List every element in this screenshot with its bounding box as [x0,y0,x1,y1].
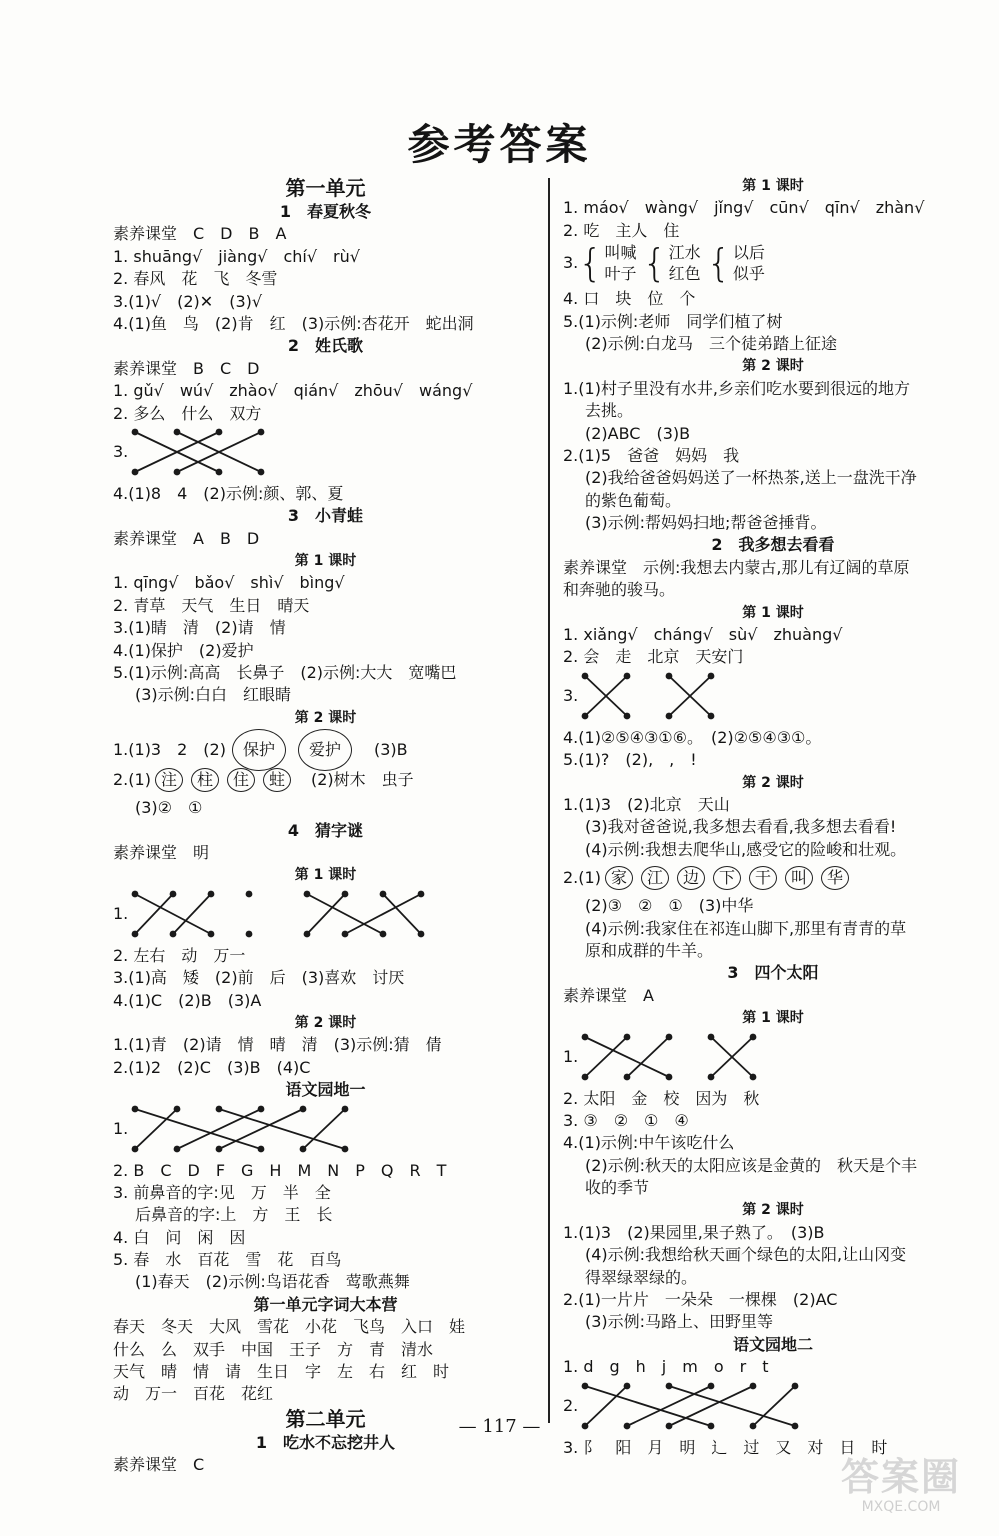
lesson-heading: 第 1 课时 [742,604,804,621]
answer-line: (2)示例:秋天的太阳应该是金黄的 秋天是个丰 [585,1155,918,1175]
match-dot [174,1145,181,1152]
diagram-canvas [113,425,538,479]
right-column [563,175,983,1459]
match-dot [342,930,349,937]
answer-line: 动 万一 百花 花红 [113,1384,274,1404]
answer-line: 1.(1)3 (2)果园里,果子熟了。 (3)B [563,1222,825,1242]
diagram-label: 1. [113,903,129,923]
section-heading: 1 吃水不忘挖井人 [255,1432,396,1452]
match-dot [170,930,177,937]
match-dot [582,1073,589,1080]
page-number: — 117 — [458,1416,541,1437]
match-dot [708,1033,715,1040]
brace-word: 叶子 [604,264,637,284]
answer-line: 4.(1)鱼 鸟 (2)肯 红 (3)示例:杏花开 蛇出洞 [113,313,474,333]
diagram-label: 2. [563,1395,579,1415]
answer-line: 素养课堂 示例:我想去内蒙古,那儿有辽阔的草原 [563,557,910,577]
answer-line: 4.(1)保护 (2)爱护 [113,640,254,660]
section-heading: 3 四个太阳 [727,963,819,983]
match-dot [418,930,425,937]
answer-line: 1.(1)村子里没有水井,乡亲们吃水要到很远的地方 [563,378,911,398]
circled-char: 柱 [191,768,219,792]
match-dot [132,429,139,436]
match-dot [666,1382,673,1389]
answer-line: 得翠绿翠绿的。 [585,1267,698,1287]
match-dot [624,1033,631,1040]
matching-diagram [113,887,538,945]
match-dot [624,712,631,719]
answer-line: 3.(1)睛 清 (2)请 情 [113,618,286,638]
brace-stack [604,242,636,284]
unit-heading: 第一单元 [285,176,366,200]
match-dot [750,1382,757,1389]
match-dot [666,1033,673,1040]
diagram-canvas [563,669,983,723]
diagram-label: 3. [563,685,579,705]
match-dot [132,890,139,897]
match-line [627,1037,669,1077]
answer-line: 1. máo√ wàng√ jǐng√ cūn√ qīn√ zhàn√ [563,198,925,218]
answer-line: 3.(1)√ (2)✕ (3)√ [113,291,263,311]
section-heading: 第一单元字词大本营 [253,1294,398,1314]
circled-char: 蛀 [263,768,291,792]
oval-word: 保护 [232,729,286,771]
match-dot [208,930,215,937]
lesson-heading: 第 2 课时 [294,1014,357,1031]
match-dot [132,930,139,937]
lesson-heading: 第 2 课时 [294,709,357,726]
section-heading: 2 我多想去看看 [711,535,835,555]
match-dot [342,1105,349,1112]
match-dot [750,1033,757,1040]
answer-line: 5.(1)示例:老师 同学们植了树 [563,311,783,331]
matching-diagram [563,1030,983,1088]
match-dot [750,1073,757,1080]
lesson-heading: 第 2 课时 [742,1202,804,1219]
match-dot [304,890,311,897]
lesson-heading: 第 1 课时 [294,867,357,884]
answer-line: 的紫色葡萄。 [585,490,682,510]
ovals-line [113,729,538,763]
matching-diagram [113,1102,538,1160]
match-dot [708,672,715,679]
match-line [345,894,421,934]
answer-line: 素养课堂 C D B A [113,224,287,244]
diagram-label: 1. [113,1118,129,1138]
answer-line: (3)我对爸爸说,我多想去看看,我多想去看看! [585,817,897,837]
lesson-heading: 第 1 课时 [294,553,357,570]
circled-char: 边 [677,866,705,890]
match-dot [132,1145,139,1152]
answer-line: 5.(1)? (2), , ! [563,750,697,770]
match-dot [708,712,715,719]
answer-line: (4)示例:我想给秋天画个绿色的太阳,让山冈变 [585,1245,907,1265]
match-dot [258,1105,265,1112]
left-column [113,175,538,1477]
answer-line: 去挑。 [585,401,634,421]
answer-line: (2)③ ② ① (3)中华 [585,896,754,916]
brace-word: 叫喊 [604,243,637,263]
matching-lines [113,887,473,941]
matching-lines [113,425,473,479]
answer-line: 3.(1)高 矮 (2)前 后 (3)喜欢 讨厌 [113,968,405,988]
answer-line: 素养课堂 A B D [113,528,260,548]
section-heading: 2 姓氏歌 [287,336,364,356]
section-heading: 3 小青蛙 [287,506,364,526]
brace-group [578,242,642,284]
match-dot [792,1382,799,1389]
answer-line: 1. xiǎng√ cháng√ sù√ zhuàng√ [563,625,843,645]
match-dot [582,712,589,719]
section-heading: 4 猜字谜 [287,820,364,840]
section-heading: 语文园地一 [285,1080,366,1100]
section-heading: 1 春夏秋冬 [279,202,372,221]
lesson-heading: 第 1 课时 [742,178,804,194]
answer-line: 后鼻音的字:上 方 王 长 [135,1205,333,1225]
answer-line: 2. 吃 主人 住 [563,220,680,240]
matching-lines [563,669,923,723]
brace-group [642,242,706,284]
match-line [219,1109,303,1149]
answer-line: (3)示例:帮妈妈扫地;帮爸爸捶背。 [585,513,827,533]
answer-line: 4.(1)8 4 (2)示例:颜、郭、夏 [113,483,344,503]
answer-line: 3. ③ ② ① ④ [563,1110,689,1130]
circled-char: 住 [227,768,255,792]
match-line [135,1109,261,1149]
match-dot [216,429,223,436]
unit-heading: 第二单元 [285,1406,366,1431]
match-line [307,894,345,934]
answer-line: 2.(1)一片片 一朵朵 一棵棵 (2)AC [563,1290,838,1310]
match-dot [216,1105,223,1112]
oval-word: 爱护 [298,729,352,771]
answer-line: 3. 前鼻音的字:见 万 半 全 [113,1182,331,1202]
answer-line: 3. 阝 阳 月 明 辶 过 又 对 日 时 [563,1437,888,1457]
match-dot [258,1145,265,1152]
answer-line: (2)示例:白龙马 三个徒弟踏上征途 [585,333,838,353]
answer-line: 素养课堂 明 [113,842,210,862]
answer-line: 1. qīng√ bǎo√ shì√ bìng√ [113,573,345,593]
answer-line: 2.(1)2 (2)C (3)B (4)C [113,1057,311,1077]
answer-line: 2. 会 走 北京 天安门 [563,647,744,667]
match-dot [708,1073,715,1080]
match-dot [300,1105,307,1112]
match-dot [708,1382,715,1389]
answer-line: 4.(1)②⑤④③①⑥。 (2)②⑤④③①。 [563,727,822,747]
answer-line: (3)示例:白白 红眼睛 [135,685,292,705]
matching-lines [563,1030,923,1084]
column-divider [548,178,550,1423]
answer-line: 什么 么 双手 中国 王子 方 青 清水 [113,1339,434,1359]
match-dot [258,429,265,436]
answer-line: 1.(1)3 (2)北京 天山 [563,794,730,814]
matching-diagram [113,425,538,483]
answer-line: (3)② ① [135,798,203,818]
answer-line: (3)示例:马路上、田野里等 [585,1312,774,1332]
match-line [585,1037,627,1077]
circles-line [113,763,538,797]
match-dot [582,672,589,679]
answer-line: 1.(1)青 (2)请 情 晴 清 (3)示例:猜 倩 [113,1035,442,1055]
match-dot [216,469,223,476]
answer-suffix: (2)树木 虫子 [295,770,414,790]
brace-word: 红色 [668,264,701,284]
answer-line: 2.(1)5 爸爸 妈妈 我 [563,445,740,465]
match-dot [380,890,387,897]
matching-diagram [563,669,983,727]
answer-line: (4)示例:我家住在祁连山脚下,那里有青青的草 [585,918,907,938]
answer-line: 和奔驰的骏马。 [563,580,676,600]
match-line [135,894,211,934]
answer-suffix: (3)B [358,740,408,760]
watermark-logo: 答案圈 MXQE.COM [840,1455,961,1515]
circled-char: 干 [749,866,777,890]
answer-line: 收的季节 [585,1178,650,1198]
circled-char: 注 [155,768,183,792]
match-dot [624,1073,631,1080]
answer-line: 5.(1)示例:高高 长鼻子 (2)示例:大大 宽嘴巴 [113,663,457,683]
answer-line: 2. 太阳 金 校 因为 秋 [563,1088,760,1108]
circled-char: 家 [605,866,633,890]
match-dot [582,1382,589,1389]
answer-prefix: 3. [563,252,579,272]
match-dot [246,930,253,937]
match-dot [208,890,215,897]
match-dot [132,1105,139,1112]
diagram-canvas [113,1102,538,1156]
answer-line: (2)我给爸爸妈妈送了一杯热茶,送上一盘洗干净 [585,468,917,488]
match-dot [174,469,181,476]
match-line [585,1037,669,1077]
match-line [177,1109,261,1149]
match-dot [342,890,349,897]
diagram-canvas [563,1030,983,1084]
answer-line: 5. 春 水 百花 雪 花 百鸟 [113,1250,342,1270]
circles-line [563,861,983,895]
match-line [135,894,173,934]
match-line [219,1109,345,1149]
pairs-line [563,242,983,288]
match-line [307,894,383,934]
brace-icon: { [706,241,731,286]
match-dot [300,1145,307,1152]
match-dot [342,1145,349,1152]
match-dot [624,1382,631,1389]
lesson-heading: 第 2 课时 [742,358,804,375]
answer-line: 天气 晴 情 请 生日 字 左 右 红 时 [113,1362,450,1382]
match-dot [216,1145,223,1152]
answer-line: 素养课堂 A [563,985,654,1005]
match-line [383,894,421,934]
answer-line: 4. 白 问 闲 因 [113,1227,246,1247]
page-title: 参考答案 [407,120,592,169]
answer-line: 1. gǔ√ wú√ zhào√ qián√ zhōu√ wáng√ [113,381,473,401]
match-dot [174,1105,181,1112]
diagram-canvas [113,887,538,941]
match-dot [132,469,139,476]
match-dot [304,930,311,937]
answer-line: 1. shuāng√ jiàng√ chí√ rù√ [113,246,360,266]
match-dot [258,469,265,476]
answer-line: 2. 青草 天气 生日 晴天 [113,595,310,615]
lesson-heading: 第 2 课时 [742,774,804,791]
match-dot [666,712,673,719]
brace-stack [733,242,765,284]
brace-word: 江水 [668,243,701,263]
circled-char: 江 [641,866,669,890]
answer-line: 素养课堂 C [113,1455,205,1475]
answer-line: 1. d g h j m o r t [563,1357,769,1377]
answer-line: 原和成群的牛羊。 [585,940,714,960]
circled-char: 下 [713,866,741,890]
answer-line: (1)春天 (2)示例:鸟语花香 莺歌燕舞 [135,1272,410,1292]
match-dot [666,672,673,679]
answer-line: 2. 左右 动 万一 [113,945,246,965]
answer-line: 2. 春风 花 飞 冬雪 [113,269,278,289]
match-dot [380,930,387,937]
section-heading: 语文园地二 [732,1334,813,1354]
brace-stack [669,242,701,284]
brace-group [707,242,771,284]
answer-line: 春天 冬天 大风 雪花 小花 飞鸟 入口 娃 [113,1317,466,1337]
answer-line: (2)ABC (3)B [585,423,691,443]
lesson-heading: 第 1 课时 [742,1010,804,1027]
match-dot [246,890,253,897]
match-dot [418,890,425,897]
match-line [173,894,211,934]
answer-prefix: 1.(1)3 2 (2) [113,740,226,760]
answer-line: (4)示例:我想去爬华山,感受它的险峻和壮观。 [585,839,907,859]
circled-char: 华 [821,866,849,890]
answer-line: 4.(1)示例:中午该吃什么 [563,1133,735,1153]
answer-line: 2. B C D F G H M N P Q R T [113,1160,447,1180]
brace-word: 以后 [732,243,765,263]
answer-prefix: 2.(1) [563,868,601,888]
answer-line: 4. 口 块 位 个 [563,289,696,309]
match-dot [582,1033,589,1040]
answer-line: 2. 多么 什么 双方 [113,403,262,423]
brace-word: 似乎 [732,264,765,284]
answer-line: 素养课堂 B C D [113,358,260,378]
match-dot [666,1073,673,1080]
answer-line: 4.(1)C (2)B (3)A [113,990,262,1010]
brace-icon: { [578,241,603,286]
diagram-label: 1. [563,1046,579,1066]
match-dot [174,429,181,436]
circled-char: 叫 [785,866,813,890]
match-dot [170,890,177,897]
matching-lines [113,1102,473,1156]
brace-icon: { [642,241,667,286]
match-dot [624,672,631,679]
diagram-label: 3. [113,441,129,461]
answer-prefix: 2.(1) [113,770,151,790]
